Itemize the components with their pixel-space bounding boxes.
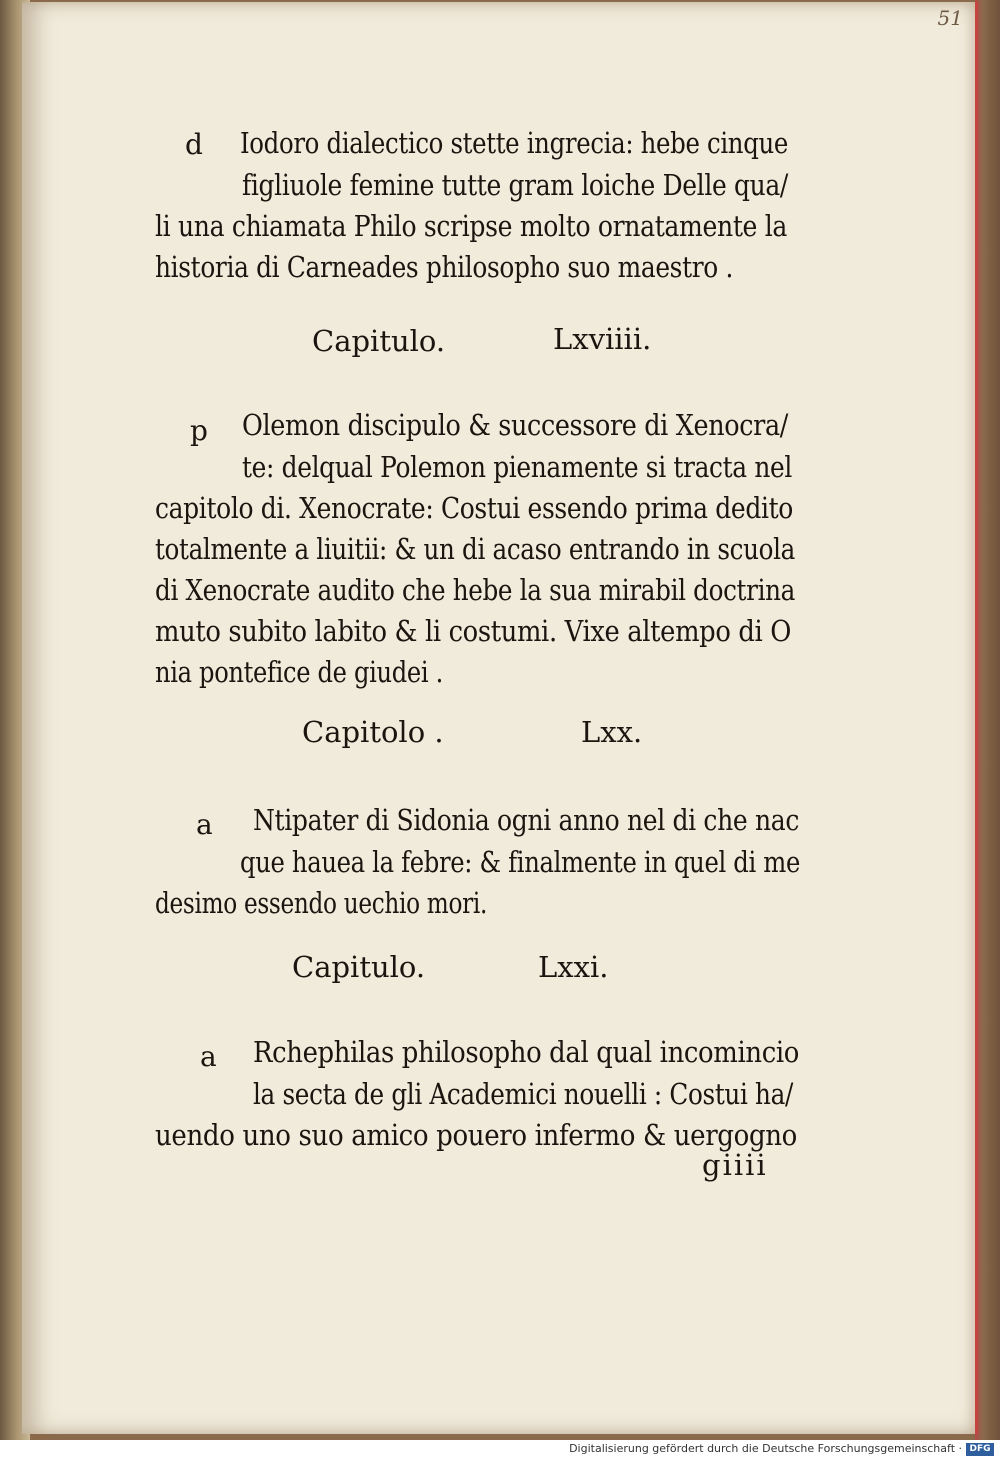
text-line: figliuole femine tutte gram loiche Delle qua/ [242,168,788,202]
text-line: que hauea la febre: & finalmente in quel di me [240,845,800,879]
text-line: Ntipater di Sidonia ogni anno nel di che nac [253,803,799,837]
chapter-heading-number: Lxviiii. [553,322,652,356]
text-line: di Xenocrate audito che hebe la sua mirabil doctrina [155,573,795,607]
text-line: uendo uno suo amico pouero infermo & uergogno [155,1118,797,1152]
dfg-logo: DFG [966,1443,994,1456]
guide-letter: a [196,808,213,841]
chapter-heading-number: Lxxi. [538,950,609,984]
chapter-heading-number: Lxx. [581,715,643,749]
text-line: la secta de gli Academici nouelli : Costui ha/ [253,1077,793,1111]
text-line: te: delqual Polemon pienamente si tracta nel [242,450,792,484]
footer-credit: Digitalisierung gefördert durch die Deutsche Forschungsgemeinschaft · [569,1442,962,1455]
chapter-heading-label: Capitulo. [292,950,426,984]
text-line: Olemon discipulo & successore di Xenocra/ [242,408,788,442]
text-line: Iodoro dialectico stette ingrecia: hebe cinque [240,126,788,160]
chapter-heading-label: Capitulo. [312,324,446,358]
guide-letter: p [190,414,208,447]
signature-mark: giiii [702,1148,768,1182]
text-line: desimo essendo uechio mori. [155,886,487,920]
footer-bar [0,1440,1000,1459]
guide-letter: a [200,1040,217,1073]
text-line: totalmente a liuitii: & un di acaso entrando in scuola [155,532,795,566]
text-line: Rchephilas philosopho dal qual incomincio [253,1035,799,1069]
text-line: muto subito labito & li costumi. Vixe altempo di O [155,614,791,648]
guide-letter: d [185,128,203,161]
text-line: historia di Carneades philosopho suo maestro . [155,250,733,284]
folio-number: 51 [937,6,963,30]
text-line: capitolo di. Xenocrate: Costui essendo prima dedito [155,491,793,525]
chapter-heading-label: Capitolo . [302,715,444,749]
text-line: nia pontefice de giudei . [155,655,443,689]
book-binding-right [975,0,1000,1440]
text-line: li una chiamata Philo scripse molto ornatamente la [155,209,787,243]
